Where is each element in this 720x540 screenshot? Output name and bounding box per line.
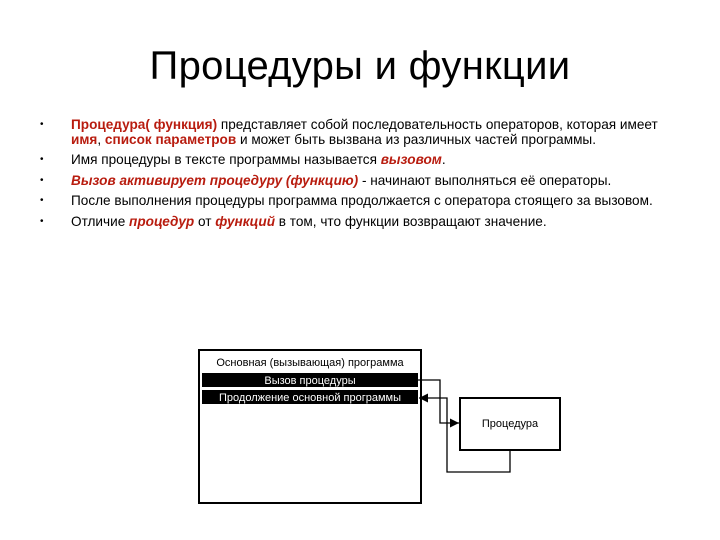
slide-title: Процедуры и функции xyxy=(149,44,571,88)
bullet-dot-icon: • xyxy=(40,195,44,206)
main-program-box xyxy=(199,350,421,503)
procedure-label: Процедура xyxy=(481,418,539,430)
bullet-text: имя xyxy=(71,131,98,147)
bullet-dot-icon: • xyxy=(40,174,44,186)
continue-label: Продолжение основной программы xyxy=(219,392,401,404)
bullet-text: вызовом xyxy=(380,152,442,167)
bullet-text: . xyxy=(441,152,446,167)
bullet-text: функций xyxy=(215,213,276,229)
bullet-text: После выполнения процедуры программа продолжается с оператора стоящего за вызовом. xyxy=(71,193,653,208)
bullet-text: от xyxy=(194,213,216,229)
bullet-text: Вызов активирует процедуру (функцию) xyxy=(71,172,359,188)
bullet-text: в том, что функции возвращают значение. xyxy=(275,213,547,229)
main-program-label: Основная (вызывающая) программа xyxy=(216,357,404,369)
bullet-text: процедур xyxy=(129,213,195,229)
bullet-dot-icon: • xyxy=(40,154,44,165)
bullet-text: , xyxy=(97,131,105,147)
bullet-text: Имя процедуры в тексте программы называется xyxy=(71,152,381,167)
bullet-dot-icon: • xyxy=(40,215,44,227)
bullet-text: Процедура( функция) xyxy=(71,117,218,132)
bullet-text: - начинают выполняться её операторы. xyxy=(358,172,612,188)
bullet-dot-icon: • xyxy=(40,119,44,130)
call-arrow xyxy=(418,380,459,423)
bullet-text: представляет собой последовательность операторов, которая имеет xyxy=(217,117,658,132)
bullet-text: список параметров xyxy=(104,131,237,147)
bullet-text: Отличие xyxy=(71,213,130,229)
bullet-text: и может быть вызвана из различных частей программы. xyxy=(236,131,596,147)
call-label: Вызов процедуры xyxy=(264,375,356,387)
